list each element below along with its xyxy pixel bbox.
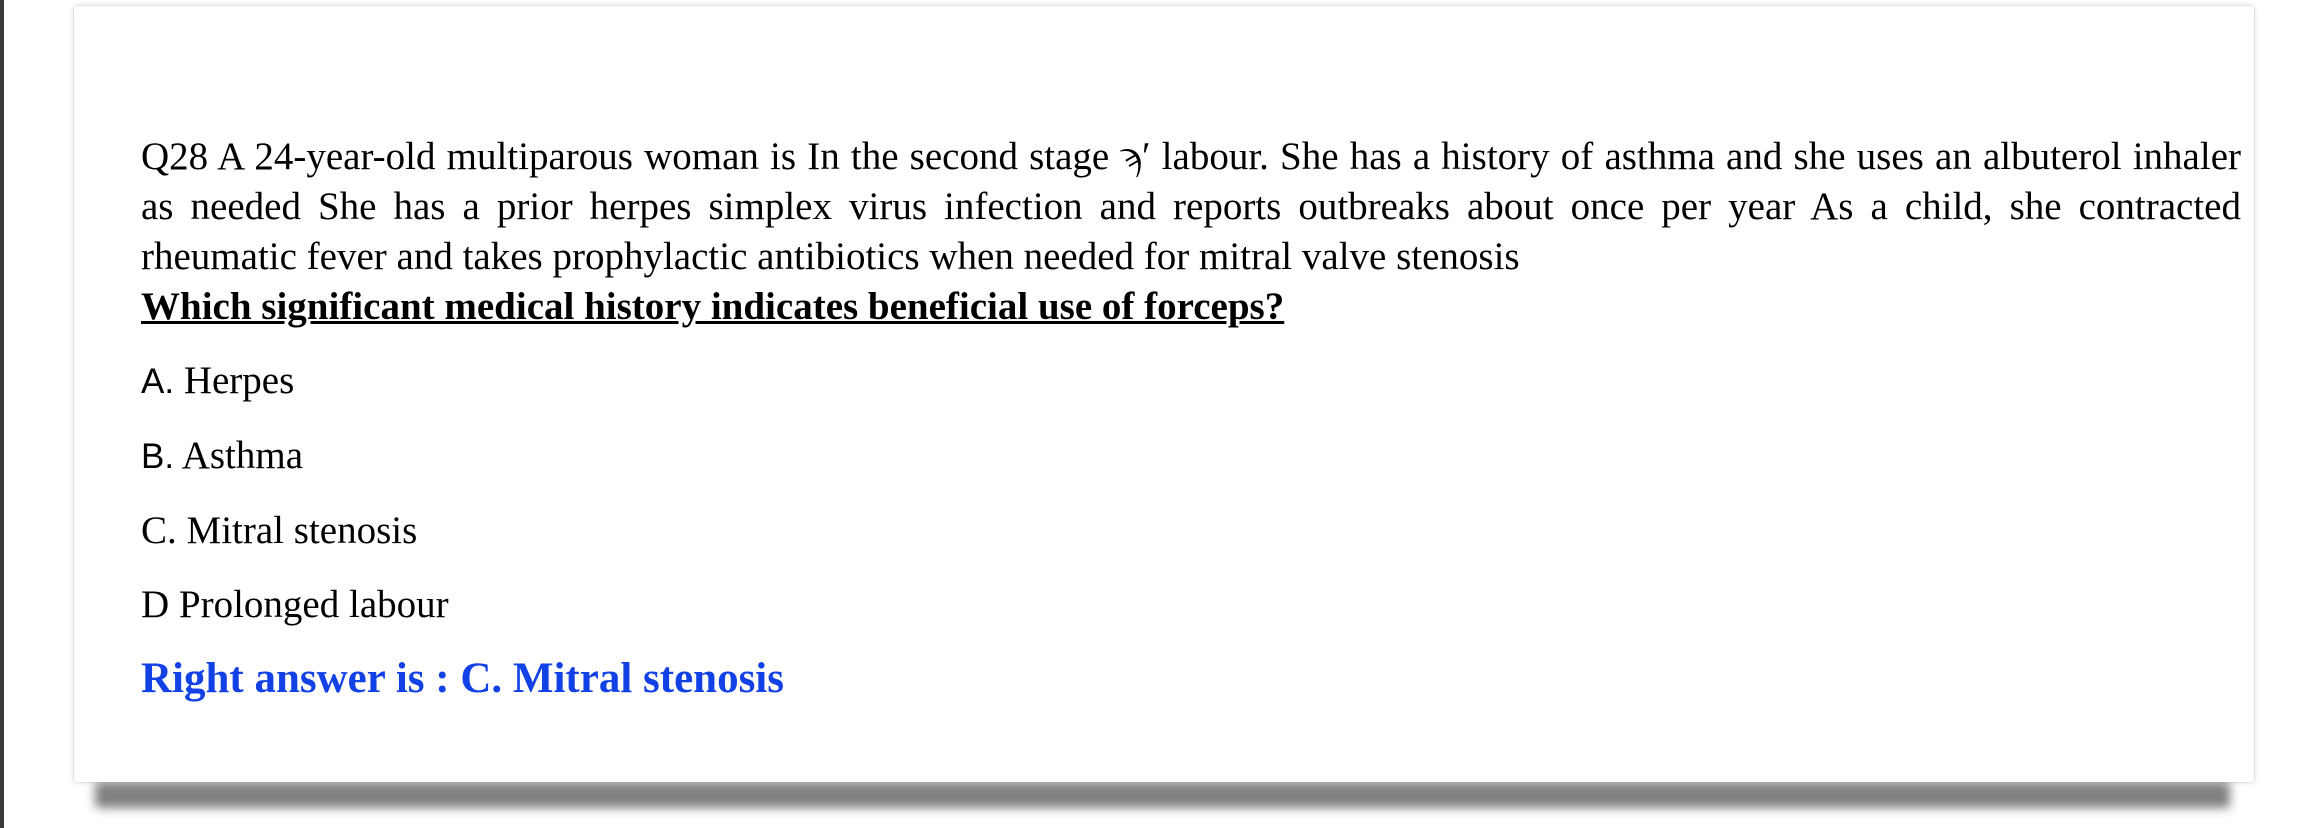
option-letter: B. [141, 437, 175, 476]
option-b [141, 431, 2241, 482]
option-a [141, 356, 2241, 407]
question-prompt: Which significant medical history indicates beneficial use of forceps? [141, 285, 1285, 328]
option-text: Prolonged labour [178, 583, 449, 626]
option-letter: D [141, 583, 170, 626]
option-c [141, 506, 2241, 556]
option-d [141, 580, 2241, 630]
option-text: Mitral stenosis [186, 509, 418, 552]
question-content [141, 132, 2241, 706]
option-text: Herpes [183, 359, 295, 402]
option-letter: A. [141, 362, 175, 401]
paper-shadow [95, 782, 2230, 808]
right-answer: Right answer is : C. Mitral stenosis [141, 655, 784, 702]
option-letter: C. [141, 509, 177, 552]
window-left-border [0, 0, 4, 828]
question-text: Q28 A 24-year-old multiparous woman is In the second stage ϡʹ labour. She has a history of asthma and she uses an albuterol inhaler as needed She has a prior herpes simplex virus infection and reports outbreaks about once per year As a child, she contracted rheumatic fever and takes prophylactic antibiotics when needed for mitral valve stenosis [141, 135, 2241, 278]
option-text: Asthma [181, 434, 304, 477]
